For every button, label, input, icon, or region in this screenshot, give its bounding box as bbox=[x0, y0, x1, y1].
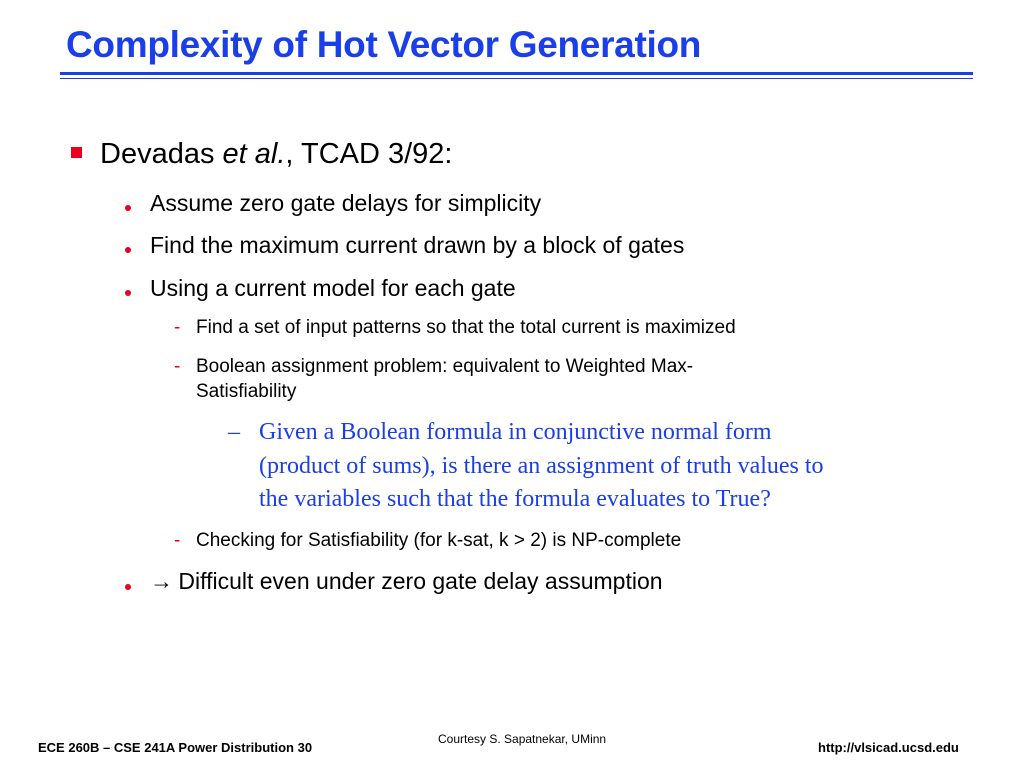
round-bullet-icon bbox=[125, 205, 131, 211]
footer-course-label: ECE 260B – CSE 241A Power Distribution 30 bbox=[38, 740, 313, 755]
level2-item: Using a current model for each gate bbox=[150, 275, 516, 301]
footer-courtesy: Courtesy S. Sapatnekar, UMinn bbox=[438, 732, 607, 746]
level3-item: Find a set of input patterns so that the total current is maximized bbox=[196, 317, 736, 338]
level4-line: the variables such that the formula evaluates to True? bbox=[259, 486, 771, 512]
title-underline bbox=[60, 72, 973, 75]
level3-item-continued: Satisfiability bbox=[196, 381, 297, 402]
dash-bullet-icon: - bbox=[174, 530, 181, 551]
level2-item: Find the maximum current drawn by a block of gates bbox=[150, 232, 685, 258]
level3-item: Boolean assignment problem: equivalent to Weighted Max- bbox=[196, 356, 694, 377]
round-bullet-icon bbox=[125, 290, 131, 296]
square-bullet-icon bbox=[71, 147, 82, 158]
level4-line: (product of sums), is there an assignment of truth values to bbox=[259, 453, 824, 479]
level3-item: Checking for Satisfiability (for k-sat, k > 2) is NP-complete bbox=[196, 530, 682, 551]
round-bullet-icon bbox=[125, 247, 131, 253]
title-underline-thin bbox=[60, 78, 973, 79]
round-bullet-icon bbox=[125, 584, 131, 590]
level1-text-before: Devadas bbox=[100, 138, 223, 170]
level2-item-arrow bbox=[150, 568, 663, 595]
level1-text-italic: et al. bbox=[222, 138, 286, 170]
dash-bullet-icon: - bbox=[174, 356, 181, 377]
level1-bullet-text bbox=[100, 138, 452, 171]
slide-title: Complexity of Hot Vector Generation bbox=[66, 24, 702, 65]
endash-bullet-icon: – bbox=[228, 419, 240, 445]
dash-bullet-icon: - bbox=[174, 317, 181, 338]
level2-last-text: Difficult even under zero gate delay assumption bbox=[178, 568, 663, 594]
footer-url: http://vlsicad.ucsd.edu bbox=[818, 740, 959, 755]
right-arrow-icon: → bbox=[150, 568, 173, 594]
level1-text-after: , TCAD 3/92: bbox=[285, 138, 453, 170]
level2-item: Assume zero gate delays for simplicity bbox=[150, 190, 542, 216]
level4-line: Given a Boolean formula in conjunctive normal form bbox=[259, 419, 772, 445]
